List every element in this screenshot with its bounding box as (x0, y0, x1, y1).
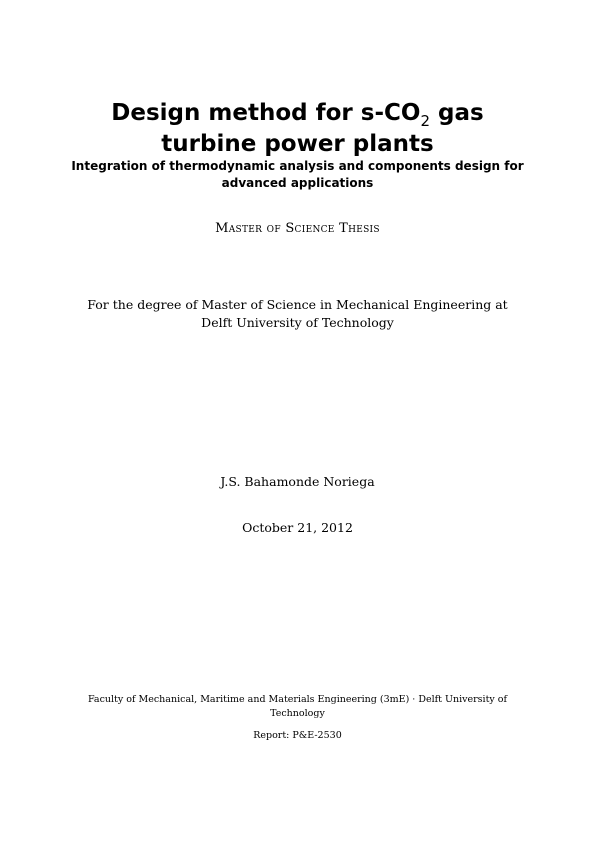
thesis-subtitle: Integration of thermodynamic analysis and components design for advanced applications (71, 159, 524, 190)
title-text-part2: gas turbine power plants (161, 100, 484, 157)
degree-statement: For the degree of Master of Science in Mechanical Engineering at Delft University of Technology (87, 297, 508, 330)
faculty-line: Faculty of Mechanical, Maritime and Materials Engineering (3mE) · Delft University of Technology (87, 694, 508, 719)
publication-date: October 21, 2012 (242, 520, 353, 535)
document-type: Master of Science Thesis (215, 221, 380, 236)
thesis-title (60, 99, 535, 159)
report-number: Report: P&E-2530 (253, 730, 342, 741)
title-subscript: 2 (420, 112, 430, 130)
title-text-part1: Design method for s-CO (111, 100, 421, 126)
author-name: J.S. Bahamonde Noriega (220, 474, 375, 489)
